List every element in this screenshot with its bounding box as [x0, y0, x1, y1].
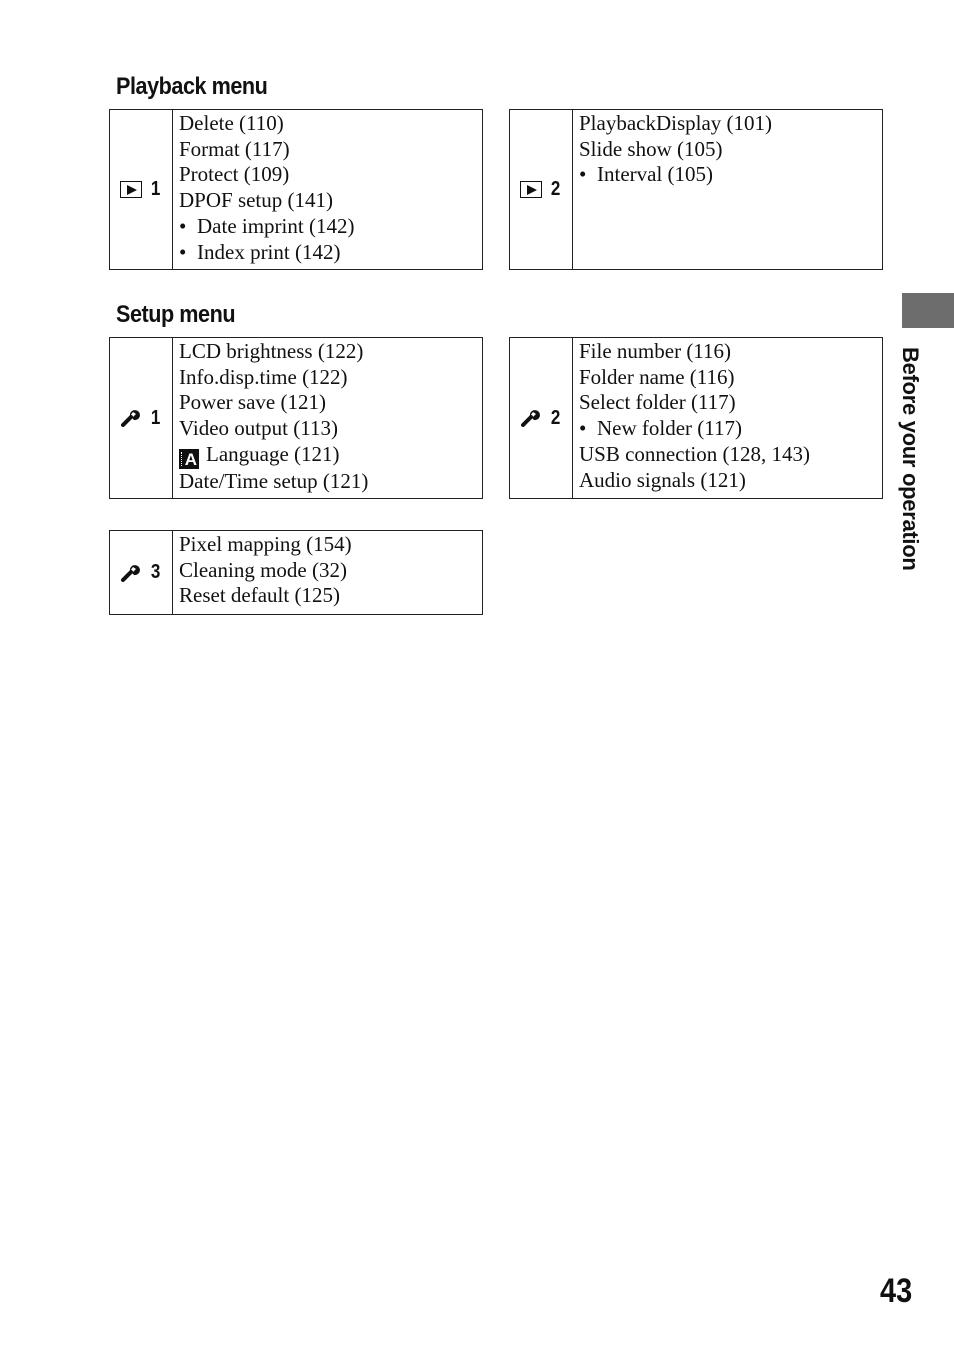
list-item: Reset default (125)	[179, 583, 340, 608]
setup-menu-box-2	[509, 337, 883, 499]
list-item: Video output (113)	[179, 416, 338, 441]
box-number: 3	[151, 561, 161, 583]
list-item: LCD brightness (122)	[179, 339, 364, 363]
page-number: 43	[880, 1272, 913, 1310]
list-item: Select folder (117)	[579, 390, 736, 415]
side-tab-marker	[902, 293, 954, 328]
wrench-icon	[120, 407, 142, 429]
box-index	[110, 110, 173, 269]
playback-icon	[520, 181, 542, 198]
list-item: File number (116)	[579, 339, 732, 363]
item-list	[173, 110, 354, 269]
side-tab-label: Before your operation	[898, 347, 923, 571]
setup-menu-heading: Setup menu	[116, 301, 236, 328]
box-number: 2	[551, 406, 561, 429]
setup-menu-box-1	[109, 337, 483, 499]
list-item: Slide show (105)	[579, 136, 723, 161]
box-number: 1	[151, 178, 161, 200]
setup-menu-box-3	[109, 530, 483, 615]
list-item: Delete (110)	[179, 111, 284, 135]
list-item: • New folder (117)	[579, 416, 810, 442]
playback-menu-heading: Playback menu	[116, 73, 268, 100]
list-item: • Index print (142)	[179, 240, 354, 266]
list-item: USB connection (128, 143)	[579, 441, 810, 466]
playback-menu-box-1	[109, 109, 483, 270]
list-item: DPOF setup (141)	[179, 188, 334, 213]
item-list	[573, 110, 772, 269]
list-item-label: Language (121)	[206, 441, 340, 466]
list-item: Audio signals (121)	[579, 467, 746, 492]
box-number: 1	[151, 406, 161, 429]
list-item: • Interval (105)	[579, 162, 772, 188]
item-list	[173, 338, 368, 498]
list-item: Format (117)	[179, 136, 290, 161]
list-item: Folder name (116)	[579, 364, 735, 389]
box-index	[510, 338, 573, 498]
list-item: Power save (121)	[179, 390, 326, 415]
item-list	[173, 531, 352, 614]
list-item: • Date imprint (142)	[179, 214, 354, 240]
wrench-icon	[520, 407, 542, 429]
box-index	[510, 110, 573, 269]
item-list	[573, 338, 810, 498]
list-item: PlaybackDisplay (101)	[579, 111, 773, 135]
list-item: Cleaning mode (32)	[179, 557, 347, 582]
list-item	[179, 442, 368, 469]
box-index	[110, 338, 173, 498]
list-item: Date/Time setup (121)	[179, 468, 369, 493]
playback-menu-box-2	[509, 109, 883, 270]
list-item: Protect (109)	[179, 162, 290, 187]
playback-icon	[120, 181, 142, 198]
box-index	[110, 531, 173, 614]
box-number: 2	[551, 178, 561, 200]
language-icon: A	[179, 449, 199, 469]
list-item: Pixel mapping (154)	[179, 532, 352, 556]
list-item: Info.disp.time (122)	[179, 364, 348, 389]
wrench-icon	[120, 562, 142, 584]
